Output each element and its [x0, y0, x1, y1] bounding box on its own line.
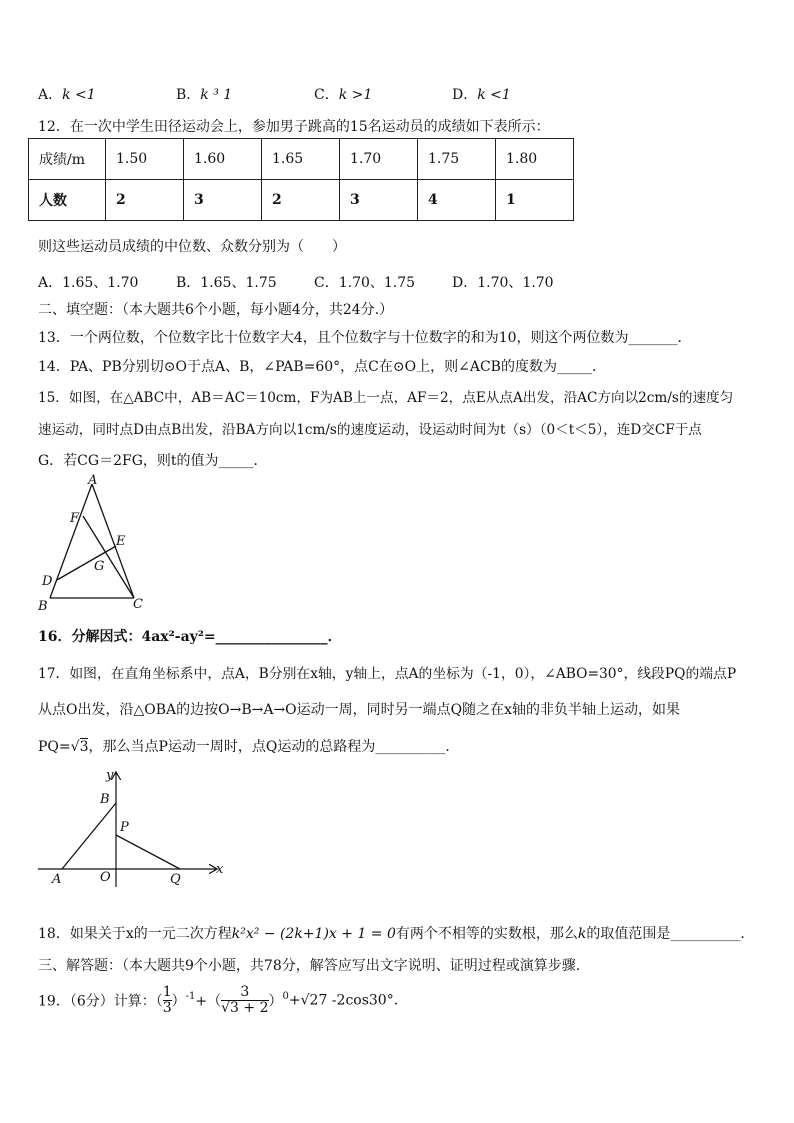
label-c: C [133, 597, 143, 612]
q11-option-d: D．k <1 [452, 87, 511, 103]
table-cell: 1.65 [262, 139, 340, 180]
q17-coordinate-figure [30, 765, 240, 890]
label-f: F [70, 511, 80, 526]
table-cell: 1 [496, 180, 574, 221]
table-row [29, 139, 574, 180]
table-cell: 1.70 [340, 139, 418, 180]
q12-option-d: D．1.70、1.70 [452, 275, 554, 291]
table-cell: 1.60 [184, 139, 262, 180]
label-g: G [94, 559, 105, 574]
q17-line-3: PQ=√3，那么当点P运动一周时，点Q运动的总路程为__________． [38, 739, 460, 755]
table-header-count: 人数 [29, 180, 106, 221]
table-cell: 4 [418, 180, 496, 221]
table-cell: 1.50 [106, 139, 184, 180]
section-3-heading: 三、解答题：（本大题共9个小题，共78分，解答应写出文字说明、证明过程或演算步骤. [38, 958, 581, 974]
q12-stem: 12．在一次中学生田径运动会上，参加男子跳高的15名运动员的成绩如下表所示： [38, 119, 550, 135]
label-b: B [38, 599, 48, 614]
q12-option-c: C．1.70、1.75 [314, 275, 416, 291]
label-a: A [52, 872, 62, 887]
q18-equation: k²x² − (2k+1)x + 1 = 0 [231, 926, 396, 942]
section-2-heading: 二、填空题：（本大题共6个小题，每小题4分，共24分.） [38, 302, 394, 318]
table-cell: 2 [106, 180, 184, 221]
q15-line-3: G．若CG＝2FG，则t的值为_____． [38, 453, 268, 469]
q14-text: 14．PA、PB分别切⊙O于点A、B，∠PAB=60°，点C在⊙O上，则∠ACB的度数为_____． [38, 359, 606, 375]
q11-option-c: C．k >1 [314, 87, 373, 103]
q15-line-2: 速运动，同时点D由点B出发，沿BA方向以1cm/s的速度运动，设运动时间为t（s）（0＜t＜5），连D交CF于点 [38, 422, 702, 438]
q17-line-1: 17．如图，在直角坐标系中，点A，B分别在x轴，y轴上，点A的坐标为（-1，0），∠ABO=30°，线段PQ的端点P [38, 666, 737, 682]
sqrt-radicand: 3 [79, 739, 89, 755]
q11-option-a: A．k <1 [38, 87, 96, 103]
q13-text: 13．一个两位数，个位数字比十位数字大4，且个位数字与十位数字的和为10，则这个两位数为_______． [38, 330, 692, 346]
q18-text: 18．如果关于x的一元二次方程k²x² − (2k+1)x + 1 = 0有两个不相等的实数根，那么k的取值范围是__________． [38, 926, 755, 942]
q12-option-a: A．1.65、1.70 [38, 275, 139, 291]
q17-line-2: 从点O出发，沿△OBA的边按O→B→A→O运动一周，同时另一端点Q随之在x轴的非负半轴上运动，如果 [38, 702, 681, 718]
label-a: A [88, 473, 98, 488]
label-o: O [100, 870, 111, 885]
table-header-score: 成绩/m [29, 139, 106, 180]
q15-triangle-figure [30, 472, 160, 617]
q19-fraction-1: $\frac{1}{3}$ [162, 984, 172, 1016]
sqrt-symbol: √ [70, 739, 80, 755]
label-x: x [216, 862, 224, 877]
q12-question: 则这些运动员成绩的中位数、众数分别为（ ） [38, 239, 346, 255]
q12-score-table [28, 138, 574, 221]
label-q: Q [170, 872, 181, 887]
table-cell: 1.75 [418, 139, 496, 180]
label-e: E [116, 534, 126, 549]
q15-line-1: 15．如图，在△ABC中，AB＝AC＝10cm，F为AB上一点，AF＝2，点E从点A出发，沿AC方向以2cm/s的速度匀 [38, 390, 734, 406]
table-cell: 2 [262, 180, 340, 221]
table-row [29, 180, 574, 221]
table-cell: 1.80 [496, 139, 574, 180]
q19-fraction-2: $\frac{3}{√3 + 2}$ [221, 984, 269, 1016]
q16-text: 16．分解因式：4ax²-ay²=________________． [38, 629, 342, 645]
label-b: B [100, 792, 110, 807]
q11-option-b: B．k ³ 1 [176, 87, 233, 103]
label-p: P [120, 820, 129, 835]
q19-text: 19．（6分）计算：（ $\frac{1}{3}$ ）$^{-1}$+（ $\frac{3}{√3 + 2}$ ）$^0$+√27 -2cos30°. [38, 984, 399, 1016]
label-y: y [106, 768, 114, 783]
table-cell: 3 [340, 180, 418, 221]
label-d: D [42, 574, 53, 589]
table-cell: 3 [184, 180, 262, 221]
q12-option-b: B．1.65、1.75 [176, 275, 277, 291]
